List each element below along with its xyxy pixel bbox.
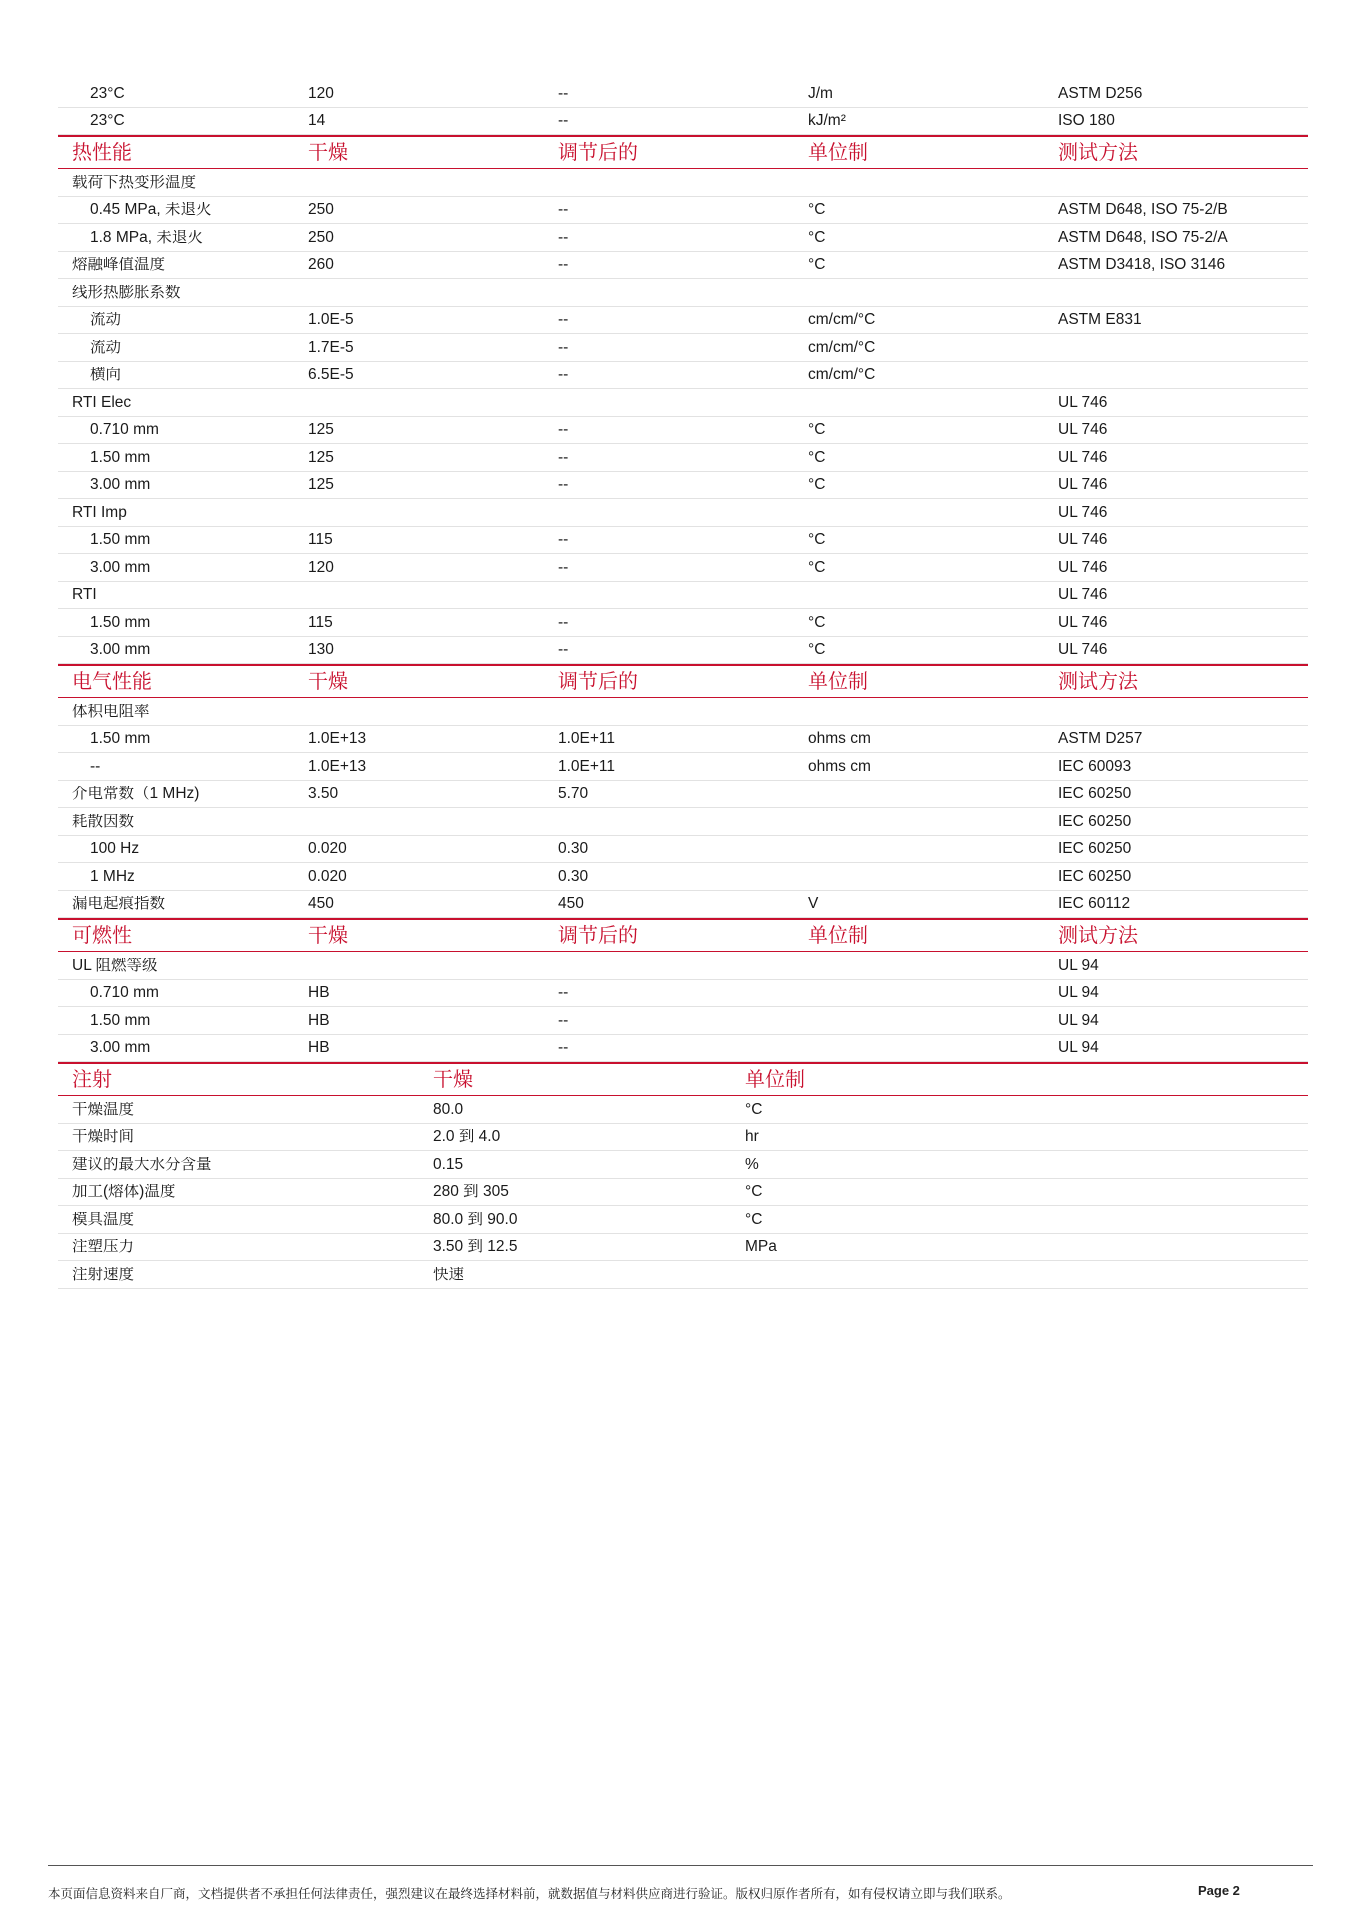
header-cell: 干燥 bbox=[308, 141, 348, 164]
cell-unit: °C bbox=[808, 422, 826, 438]
footer-divider bbox=[48, 1865, 1313, 1866]
cell-method: UL 94 bbox=[1058, 985, 1099, 1001]
header-cell: 干燥 bbox=[433, 1068, 473, 1091]
flammability-table bbox=[58, 918, 1308, 1062]
cell-unit: °C bbox=[808, 642, 826, 658]
section-header bbox=[58, 135, 1308, 169]
table-row bbox=[58, 781, 1308, 809]
table-row bbox=[58, 726, 1308, 754]
cell-prop: 23°C bbox=[90, 113, 125, 129]
table-row bbox=[58, 444, 1308, 472]
table-row bbox=[58, 863, 1308, 891]
header-cell: 测试方法 bbox=[1058, 141, 1138, 164]
cell-method: ISO 180 bbox=[1058, 113, 1115, 129]
cell-dry: 250 bbox=[308, 229, 334, 245]
cell-cond: -- bbox=[558, 614, 569, 630]
cell-unit: °C bbox=[745, 1184, 763, 1200]
table-row bbox=[58, 1206, 1308, 1234]
cell-unit: °C bbox=[808, 559, 826, 575]
table-row bbox=[58, 417, 1308, 445]
cell-prop: 模具温度 bbox=[72, 1211, 135, 1227]
cell-dry: 120 bbox=[308, 85, 334, 101]
header-cell: 测试方法 bbox=[1058, 670, 1138, 693]
cell-prop: 1.50 mm bbox=[90, 614, 151, 630]
cell-cond: -- bbox=[558, 202, 569, 218]
cell-prop: 1 MHz bbox=[90, 868, 135, 884]
cell-method: ASTM E831 bbox=[1058, 312, 1142, 328]
table-row bbox=[58, 472, 1308, 500]
header-cell: 调节后的 bbox=[558, 141, 638, 164]
cell-prop: 注射速度 bbox=[72, 1266, 135, 1282]
cell-prop: RTI bbox=[72, 587, 97, 603]
table-row bbox=[58, 609, 1308, 637]
table-row bbox=[58, 698, 1308, 726]
cell-dry: 1.0E+13 bbox=[308, 731, 367, 747]
header-cell: 干燥 bbox=[308, 670, 348, 693]
cell-cond: -- bbox=[558, 642, 569, 658]
table-row bbox=[58, 108, 1308, 136]
cell-method: UL 94 bbox=[1058, 957, 1099, 973]
table-row bbox=[58, 1234, 1308, 1262]
cell-unit: °C bbox=[745, 1101, 763, 1117]
cell-prop: 1.50 mm bbox=[90, 449, 151, 465]
cell-unit: hr bbox=[745, 1129, 759, 1145]
cell-cond: 5.70 bbox=[558, 786, 589, 802]
cell-cond: -- bbox=[558, 985, 569, 1001]
cell-dry: HB bbox=[308, 1012, 330, 1028]
cell-method: UL 746 bbox=[1058, 422, 1108, 438]
table-row bbox=[58, 1261, 1308, 1289]
table-row bbox=[58, 389, 1308, 417]
table-row bbox=[58, 952, 1308, 980]
cell-prop: 介电常数（1 MHz) bbox=[72, 786, 200, 802]
page-number: Page 2 bbox=[1198, 1883, 1240, 1898]
table-row bbox=[58, 1124, 1308, 1152]
cell-method: UL 94 bbox=[1058, 1012, 1099, 1028]
cell-prop: 3.00 mm bbox=[90, 477, 151, 493]
footer-disclaimer: 本页面信息资料来自厂商，文档提供者不承担任何法律责任，强烈建议在最终选择材料前，就数据值与材料供应商进行验证。版权归原作者所有，如有侵权请立即与我们联系。 bbox=[48, 1887, 1011, 1901]
cell-prop: 线形热膨胀系数 bbox=[72, 284, 181, 300]
cell-unit: °C bbox=[808, 614, 826, 630]
table-row bbox=[58, 554, 1308, 582]
cell-unit: °C bbox=[808, 477, 826, 493]
cell-prop: UL 阻燃等级 bbox=[72, 957, 158, 973]
cell-prop: 干燥时间 bbox=[72, 1129, 135, 1145]
cell-dry: 80.0 到 90.0 bbox=[433, 1211, 518, 1227]
cell-cond: 1.0E+11 bbox=[558, 731, 616, 747]
table-row bbox=[58, 252, 1308, 280]
cell-method: UL 746 bbox=[1058, 614, 1108, 630]
table-row bbox=[58, 224, 1308, 252]
header-cell: 注射 bbox=[72, 1068, 112, 1091]
cell-method: IEC 60112 bbox=[1058, 896, 1131, 912]
cell-method: UL 746 bbox=[1058, 394, 1108, 410]
section-header bbox=[58, 1062, 1308, 1096]
cell-dry: 120 bbox=[308, 559, 334, 575]
cell-prop: 100 Hz bbox=[90, 841, 140, 857]
cell-prop: 0.710 mm bbox=[90, 422, 159, 438]
header-cell: 单位制 bbox=[808, 141, 868, 164]
cell-method: UL 746 bbox=[1058, 559, 1108, 575]
cell-prop: 流动 bbox=[90, 312, 122, 328]
header-cell: 调节后的 bbox=[558, 670, 638, 693]
cell-dry: 0.020 bbox=[308, 841, 347, 857]
cell-dry: 3.50 bbox=[308, 786, 339, 802]
cell-unit: cm/cm/°C bbox=[808, 339, 876, 355]
cell-cond: -- bbox=[558, 422, 569, 438]
cell-cond: 0.30 bbox=[558, 841, 589, 857]
cell-dry: 1.7E-5 bbox=[308, 339, 354, 355]
table-row bbox=[58, 753, 1308, 781]
cell-dry: 0.020 bbox=[308, 868, 347, 884]
cell-cond: -- bbox=[558, 1012, 569, 1028]
cell-unit: °C bbox=[808, 202, 826, 218]
cell-method: IEC 60250 bbox=[1058, 786, 1132, 802]
cell-prop: 0.45 MPa, 未退火 bbox=[90, 202, 212, 218]
datasheet bbox=[58, 80, 1308, 1289]
table-row bbox=[58, 1151, 1308, 1179]
cell-prop: 3.00 mm bbox=[90, 642, 151, 658]
cell-method: IEC 60250 bbox=[1058, 868, 1132, 884]
header-cell: 干燥 bbox=[308, 924, 348, 947]
cell-dry: 1.0E-5 bbox=[308, 312, 354, 328]
cell-method: UL 746 bbox=[1058, 587, 1108, 603]
table-row bbox=[58, 1035, 1308, 1063]
table-row bbox=[58, 891, 1308, 919]
cell-unit: ohms cm bbox=[808, 758, 871, 774]
cell-method: UL 746 bbox=[1058, 532, 1108, 548]
cell-prop: RTI Elec bbox=[72, 394, 132, 410]
cell-dry: 3.50 到 12.5 bbox=[433, 1239, 518, 1255]
cell-unit: °C bbox=[808, 229, 826, 245]
cell-unit: °C bbox=[808, 532, 826, 548]
cell-prop: 漏电起痕指数 bbox=[72, 896, 166, 912]
cell-dry: 125 bbox=[308, 477, 334, 493]
cell-dry: 1.0E+13 bbox=[308, 758, 367, 774]
cell-dry: HB bbox=[308, 1040, 330, 1056]
cell-cond: -- bbox=[558, 449, 569, 465]
cell-cond: -- bbox=[558, 559, 569, 575]
cell-cond: 1.0E+11 bbox=[558, 758, 616, 774]
cell-cond: 0.30 bbox=[558, 868, 589, 884]
cell-prop: 1.50 mm bbox=[90, 532, 151, 548]
table-row bbox=[58, 1096, 1308, 1124]
cell-prop: 0.710 mm bbox=[90, 985, 159, 1001]
cell-prop: -- bbox=[90, 758, 101, 774]
electrical-table bbox=[58, 664, 1308, 918]
header-cell: 测试方法 bbox=[1058, 924, 1138, 947]
header-cell: 调节后的 bbox=[558, 924, 638, 947]
cell-dry: 125 bbox=[308, 449, 334, 465]
table-row bbox=[58, 334, 1308, 362]
cell-cond: -- bbox=[558, 85, 569, 101]
cell-dry: 130 bbox=[308, 642, 334, 658]
table-row bbox=[58, 80, 1308, 108]
table-row bbox=[58, 1179, 1308, 1207]
section-header bbox=[58, 918, 1308, 952]
cell-prop: 3.00 mm bbox=[90, 559, 151, 575]
table-row bbox=[58, 582, 1308, 610]
section-header bbox=[58, 664, 1308, 698]
cell-method: ASTM D256 bbox=[1058, 85, 1143, 101]
cell-cond: -- bbox=[558, 229, 569, 245]
cell-method: UL 94 bbox=[1058, 1040, 1099, 1056]
cell-unit: MPa bbox=[745, 1239, 777, 1255]
cell-prop: 1.8 MPa, 未退火 bbox=[90, 229, 203, 245]
cell-unit: J/m bbox=[808, 85, 833, 101]
cell-prop: 熔融峰值温度 bbox=[72, 257, 166, 273]
table-row bbox=[58, 307, 1308, 335]
cell-prop: 3.00 mm bbox=[90, 1040, 151, 1056]
cell-method: UL 746 bbox=[1058, 642, 1108, 658]
cell-prop: 建议的最大水分含量 bbox=[72, 1156, 212, 1172]
table-row bbox=[58, 169, 1308, 197]
cell-method: IEC 60250 bbox=[1058, 841, 1132, 857]
cell-unit: °C bbox=[808, 449, 826, 465]
injection-table bbox=[58, 1062, 1308, 1289]
cell-unit: cm/cm/°C bbox=[808, 312, 876, 328]
cell-method: IEC 60250 bbox=[1058, 813, 1132, 829]
table-row bbox=[58, 197, 1308, 225]
cell-method: ASTM D648, ISO 75-2/B bbox=[1058, 202, 1228, 218]
header-cell: 单位制 bbox=[808, 924, 868, 947]
cell-method: IEC 60093 bbox=[1058, 758, 1132, 774]
table-row bbox=[58, 637, 1308, 665]
cell-method: ASTM D257 bbox=[1058, 731, 1143, 747]
cell-dry: 125 bbox=[308, 422, 334, 438]
table-row bbox=[58, 279, 1308, 307]
cell-prop: 注塑压力 bbox=[72, 1239, 135, 1255]
cell-dry: 快速 bbox=[433, 1266, 465, 1282]
cell-unit: kJ/m² bbox=[808, 113, 846, 129]
cell-prop: RTI Imp bbox=[72, 504, 127, 520]
cell-unit: °C bbox=[745, 1211, 763, 1227]
header-cell: 单位制 bbox=[808, 670, 868, 693]
cell-unit: % bbox=[745, 1156, 759, 1172]
cell-prop: 1.50 mm bbox=[90, 731, 151, 747]
cell-unit: V bbox=[808, 896, 819, 912]
table-row bbox=[58, 527, 1308, 555]
thermal-table bbox=[58, 135, 1308, 664]
cell-cond: -- bbox=[558, 312, 569, 328]
cell-dry: 2.0 到 4.0 bbox=[433, 1129, 501, 1145]
header-cell: 电气性能 bbox=[72, 670, 152, 693]
table-row bbox=[58, 1007, 1308, 1035]
table-row bbox=[58, 362, 1308, 390]
cell-method: UL 746 bbox=[1058, 449, 1108, 465]
cell-prop: 载荷下热变形温度 bbox=[72, 174, 197, 190]
table-row bbox=[58, 499, 1308, 527]
cell-method: ASTM D648, ISO 75-2/A bbox=[1058, 229, 1228, 245]
table-row bbox=[58, 836, 1308, 864]
impact-table bbox=[58, 80, 1308, 135]
cell-unit: °C bbox=[808, 257, 826, 273]
cell-dry: 450 bbox=[308, 896, 334, 912]
cell-method: ASTM D3418, ISO 3146 bbox=[1058, 257, 1226, 273]
cell-dry: HB bbox=[308, 985, 330, 1001]
table-row bbox=[58, 980, 1308, 1008]
cell-dry: 115 bbox=[308, 614, 333, 630]
cell-cond: -- bbox=[558, 257, 569, 273]
cell-cond: -- bbox=[558, 113, 569, 129]
cell-method: UL 746 bbox=[1058, 504, 1108, 520]
cell-dry: 0.15 bbox=[433, 1156, 464, 1172]
cell-prop: 流动 bbox=[90, 339, 122, 355]
cell-prop: 加工(熔体)温度 bbox=[72, 1184, 176, 1200]
cell-dry: 80.0 bbox=[433, 1101, 464, 1117]
cell-dry: 260 bbox=[308, 257, 334, 273]
cell-unit: ohms cm bbox=[808, 731, 871, 747]
cell-prop: 23°C bbox=[90, 85, 125, 101]
cell-dry: 14 bbox=[308, 113, 326, 129]
cell-dry: 280 到 305 bbox=[433, 1184, 509, 1200]
cell-prop: 横向 bbox=[90, 367, 122, 383]
cell-unit: cm/cm/°C bbox=[808, 367, 876, 383]
cell-cond: -- bbox=[558, 532, 569, 548]
cell-prop: 体积电阻率 bbox=[72, 703, 150, 719]
header-cell: 热性能 bbox=[72, 141, 132, 164]
header-cell: 单位制 bbox=[745, 1068, 805, 1091]
cell-prop: 耗散因数 bbox=[72, 813, 135, 829]
cell-dry: 115 bbox=[308, 532, 333, 548]
cell-dry: 250 bbox=[308, 202, 334, 218]
cell-cond: -- bbox=[558, 339, 569, 355]
cell-cond: -- bbox=[558, 477, 569, 493]
cell-cond: 450 bbox=[558, 896, 584, 912]
cell-cond: -- bbox=[558, 1040, 569, 1056]
cell-dry: 6.5E-5 bbox=[308, 367, 354, 383]
cell-cond: -- bbox=[558, 367, 569, 383]
cell-method: UL 746 bbox=[1058, 477, 1108, 493]
table-row bbox=[58, 808, 1308, 836]
cell-prop: 干燥温度 bbox=[72, 1101, 135, 1117]
header-cell: 可燃性 bbox=[72, 924, 132, 947]
cell-prop: 1.50 mm bbox=[90, 1012, 151, 1028]
